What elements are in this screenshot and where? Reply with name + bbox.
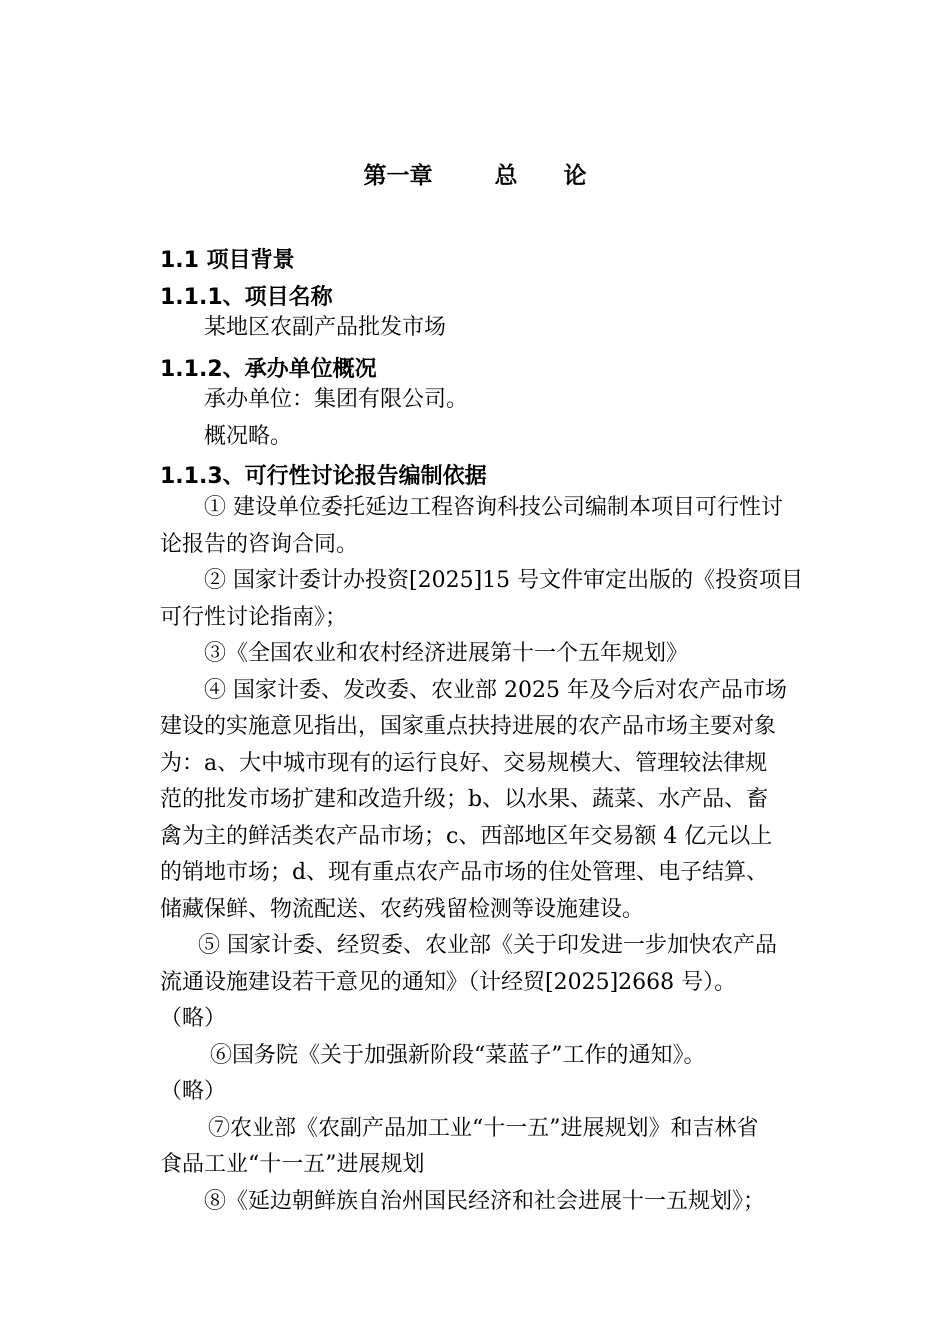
basis-4-line-2: 建设的实施意见指出，国家重点扶持进展的农产品市场主要对象	[160, 714, 777, 739]
basis-1-line-1: ① 建设单位委托延边工程咨询科技公司编制本项目可行性讨	[204, 495, 783, 520]
basis-4-line-6: 的销地市场；d、现有重点农产品市场的住处管理、电子结算、	[160, 860, 769, 885]
basis-1-line-2: 论报告的咨询合同。	[160, 531, 359, 557]
heading-1-1-2: 1.1.2、承办单位概况	[160, 357, 377, 382]
heading-1-1-1: 1.1.1、项目名称	[160, 285, 333, 310]
basis-list	[160, 490, 836, 1220]
basis-4-line-7: 储藏保鲜、物流配送、农药残留检测等设施建设。	[160, 896, 645, 922]
unit-paragraph	[160, 382, 836, 455]
overview-text: 概况略。	[204, 423, 293, 449]
basis-7-line-2: 食品工业“十一五”进展规划	[160, 1152, 425, 1177]
basis-3-line-1: ③《全国农业和农村经济进展第十一个五年规划》	[204, 641, 689, 666]
basis-2-line-2: 可行性讨论指南》；	[160, 604, 348, 630]
basis-5-line-2: 流通设施建设若干意见的通知》（计经贸[2025]2668 号）。	[160, 969, 737, 995]
basis-4-line-3: 为：a、大中城市现有的运行良好、交易规模大、管理较法律规	[160, 750, 768, 776]
chapter-number: 第一章	[363, 163, 433, 189]
project-name-paragraph	[160, 310, 836, 347]
chapter-title-char-1: 总	[494, 163, 518, 189]
basis-7-line-1: ⑦农业部《农副产品加工业“十一五”进展规划》和吉林省	[208, 1115, 759, 1141]
basis-4-line-4: 范的批发市场扩建和改造升级；b、以水果、蔬菜、水产品、畜	[160, 787, 769, 812]
heading-1-1-3: 1.1.3、可行性讨论报告编制依据	[160, 464, 487, 489]
basis-2-line-1: ② 国家计委计办投资[2025]15 号文件审定出版的《投资项目	[204, 568, 804, 593]
basis-8-line-1: ⑧《延边朝鲜族自治州国民经济和社会进展十一五规划》；	[204, 1188, 766, 1214]
basis-6-line-2: （略）	[160, 1079, 227, 1104]
basis-5-line-3: （略）	[160, 1006, 227, 1031]
project-name-text: 某地区农副产品批发市场	[204, 315, 447, 340]
basis-4-line-5: 禽为主的鲜活类农产品市场；c、西部地区年交易额 4 亿元以上	[160, 823, 773, 849]
unit-text: 承办单位：集团有限公司。	[204, 387, 469, 412]
basis-4-line-1: ④ 国家计委、发改委、农业部 2025 年及今后对农产品市场	[204, 677, 787, 703]
basis-6-line-1: ⑥国务院《关于加强新阶段“菜蓝子”工作的通知》。	[210, 1042, 706, 1068]
chapter-title-char-2: 论	[563, 163, 587, 189]
heading-1-1: 1.1 项目背景	[160, 248, 295, 273]
basis-5-line-1: ⑤ 国家计委、经贸委、农业部《关于印发进一步加快农产品	[198, 933, 777, 958]
chapter-title	[0, 157, 950, 190]
